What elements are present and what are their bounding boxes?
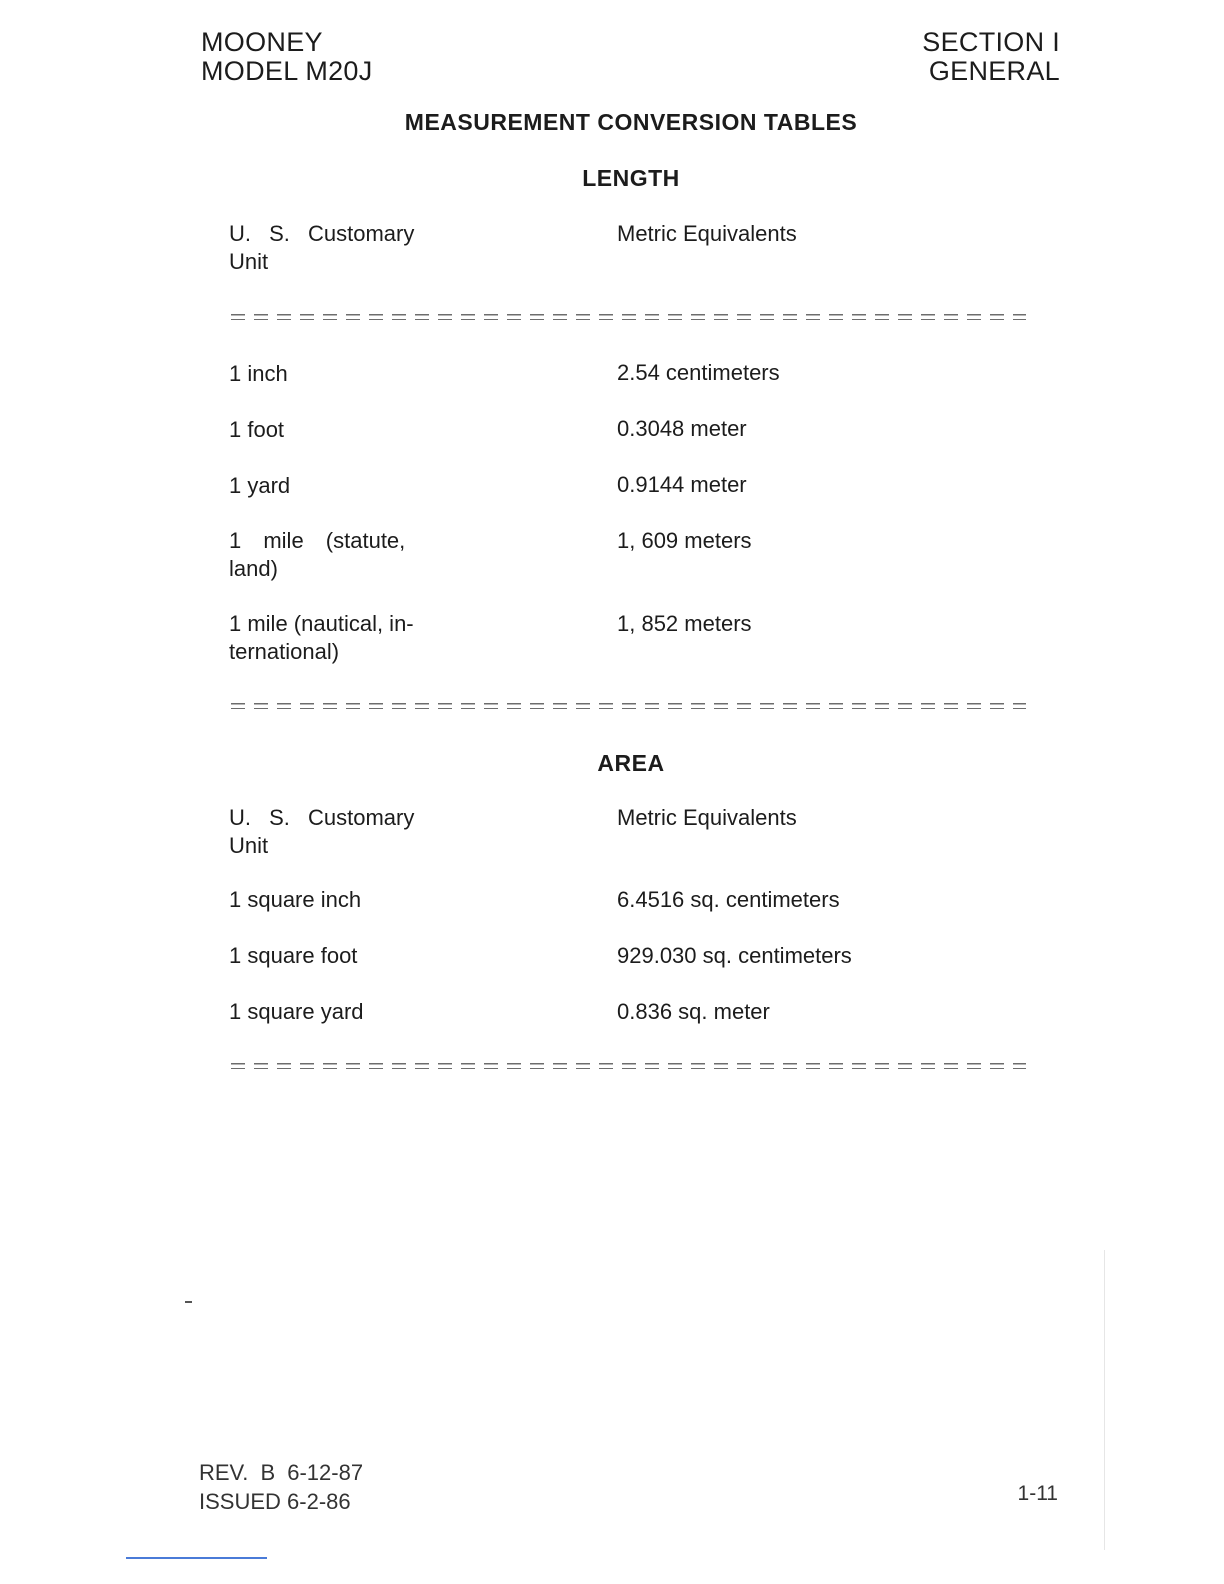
area-row-metric: 0.836 sq. meter — [617, 999, 770, 1024]
area-row-us: 1 square inch — [229, 887, 362, 912]
viewer-underline — [126, 1557, 267, 1559]
header-right — [860, 28, 1060, 86]
length-row-metric: 0.3048 meter — [617, 416, 747, 441]
length-row-metric: 0.9144 meter — [617, 472, 747, 497]
length-row-metric: 2.54 centimeters — [617, 360, 780, 385]
area-row-metric: 929.030 sq. centimeters — [617, 943, 852, 968]
length-row-us: 1 mile (statute, land) — [229, 528, 406, 581]
issued-date: ISSUED 6-2-86 — [199, 1489, 351, 1514]
length-col-metric-header: Metric Equivalents — [617, 221, 797, 246]
length-row-metric: 1, 852 meters — [617, 611, 752, 636]
page-title: MEASUREMENT CONVERSION TABLES — [404, 109, 858, 135]
length-row-us: 1 inch — [229, 361, 288, 386]
scan-edge-line — [1104, 1250, 1105, 1550]
area-col-us-header: U. S. Customary Unit — [229, 805, 415, 858]
separator-line — [231, 703, 1026, 709]
area-row-us: 1 square yard — [229, 999, 364, 1024]
model-name: MODEL M20J — [201, 56, 373, 86]
separator-line — [231, 1063, 1026, 1069]
section-number: SECTION I — [922, 27, 1060, 57]
length-heading: LENGTH — [582, 165, 680, 191]
area-row-metric: 6.4516 sq. centimeters — [617, 887, 840, 912]
scan-speck — [185, 1301, 192, 1303]
page-number: 1-11 — [1017, 1482, 1058, 1505]
length-row-metric: 1, 609 meters — [617, 528, 752, 553]
footer-left — [199, 1458, 363, 1516]
area-col-metric-header: Metric Equivalents — [617, 805, 797, 830]
length-row-us: 1 yard — [229, 473, 291, 498]
section-name: GENERAL — [928, 56, 1060, 86]
header-left — [201, 28, 373, 86]
separator-line — [231, 314, 1026, 320]
revision-date: REV. B 6-12-87 — [199, 1460, 364, 1485]
area-row-us: 1 square foot — [229, 943, 358, 968]
length-row-us: 1 foot — [229, 417, 285, 442]
manufacturer-name: MOONEY — [201, 27, 323, 57]
area-heading: AREA — [597, 750, 665, 776]
length-col-us-header: U. S. Customary Unit — [229, 221, 415, 274]
length-row-us: 1 mile (nautical, in-ternational) — [229, 611, 414, 664]
